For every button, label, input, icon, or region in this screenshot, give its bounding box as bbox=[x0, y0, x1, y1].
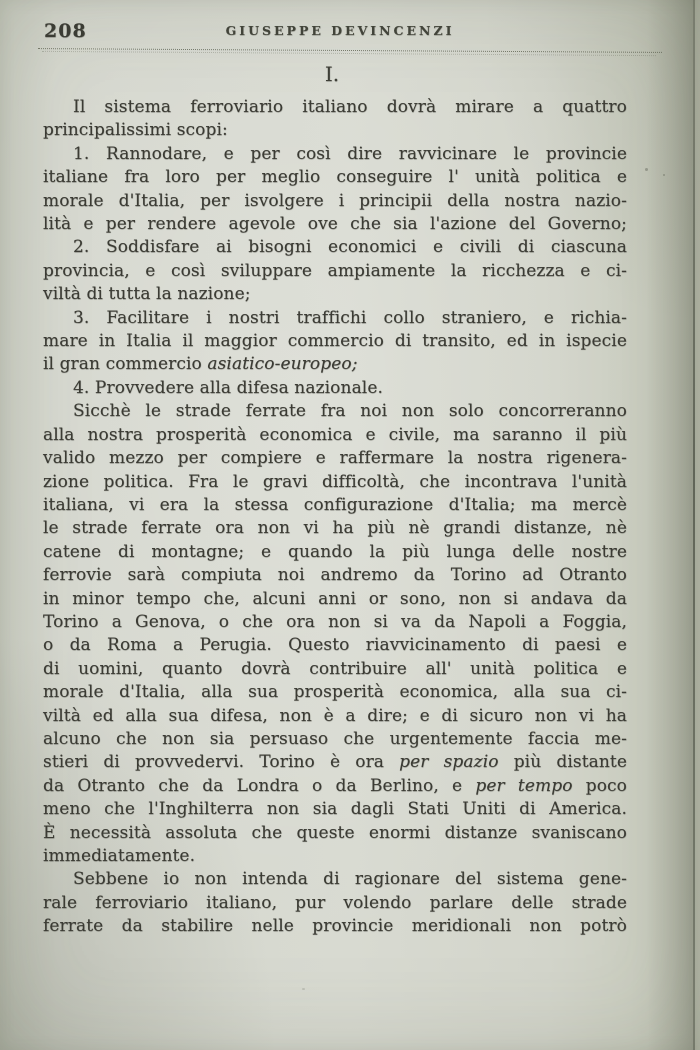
paper-speck bbox=[663, 174, 665, 176]
text-run: alla nostra prosperità economica e civile, ma saranno il più bbox=[43, 424, 627, 445]
text-run: in minor tempo che, alcuni anni or sono, non si andava da bbox=[43, 588, 627, 609]
text-run: provincia, e così sviluppare ampiamente la ricchezza e ci- bbox=[43, 260, 627, 281]
text-line bbox=[43, 330, 627, 353]
text-line bbox=[43, 494, 627, 517]
paragraph bbox=[43, 307, 627, 377]
text-line bbox=[43, 868, 627, 891]
text-run: mare in Italia il maggior commercio di transito, ed in ispecie bbox=[43, 331, 627, 352]
text-line bbox=[43, 119, 627, 142]
text-run: principalissimi scopi: bbox=[43, 120, 228, 141]
text-run: italiana, vi era la stessa configurazione d'Italia; ma mercè bbox=[43, 494, 627, 515]
text-run: alcuno che non sia persuaso che urgentemente faccia me- bbox=[43, 728, 627, 749]
text-line bbox=[43, 634, 627, 657]
text-line bbox=[43, 845, 627, 868]
text-run: viltà di tutta la nazione; bbox=[43, 284, 251, 305]
italic-phrase: asiatico-europeo; bbox=[207, 354, 358, 375]
text-run: meno che l'Inghilterra non sia dagli Stati Uniti di America. bbox=[43, 799, 627, 820]
text-run: viltà ed alla sua difesa, non è a dire; e di sicuro non vi ha bbox=[43, 705, 627, 726]
text-line bbox=[43, 775, 627, 798]
running-header: GIUSEPPE DEVINCENZI bbox=[225, 23, 455, 38]
paragraph bbox=[43, 868, 627, 938]
section-heading: I. bbox=[324, 62, 340, 86]
text-line bbox=[43, 658, 627, 681]
text-line bbox=[43, 798, 627, 821]
paper-speck bbox=[302, 988, 305, 990]
text-line bbox=[43, 213, 627, 236]
text-line bbox=[43, 307, 627, 330]
paragraph bbox=[43, 400, 627, 868]
page-edge-line bbox=[693, 0, 695, 1050]
text-line bbox=[43, 143, 627, 166]
text-run: 1. Rannodare, e per così dire ravvicinare le provincie bbox=[73, 143, 627, 164]
text-run: le strade ferrate ora non vi ha più nè grandi distanze, nè bbox=[43, 518, 627, 539]
text-line bbox=[43, 705, 627, 728]
text-run: Il sistema ferroviario italiano dovrà mirare a quattro bbox=[73, 97, 627, 117]
text-run: morale d'Italia, per isvolgere i principii della nostra nazio- bbox=[43, 190, 627, 211]
text-run: ferrovie sarà compiuta noi andremo da Torino ad Otranto bbox=[43, 565, 627, 586]
paper-speck bbox=[645, 168, 648, 171]
text-run: ferrate da stabilire nelle provincie meridionali non potrò bbox=[43, 916, 627, 937]
text-line bbox=[43, 728, 627, 751]
text-run: zione politica. Fra le gravi difficoltà, che incontrava l'unità bbox=[43, 471, 627, 492]
text-run: rale ferroviario italiano, pur volendo parlare delle strade bbox=[43, 892, 627, 913]
italic-phrase: per spazio bbox=[399, 752, 499, 773]
italic-phrase: per tempo bbox=[475, 775, 573, 796]
text-run: È necessità assoluta che queste enormi distanze svaniscano bbox=[43, 822, 627, 843]
text-run: morale d'Italia, alla sua prosperità economica, alla sua ci- bbox=[43, 682, 627, 703]
text-line bbox=[43, 424, 627, 447]
text-line bbox=[43, 471, 627, 494]
text-line bbox=[43, 681, 627, 704]
text-line bbox=[43, 564, 627, 587]
text-line bbox=[43, 611, 627, 634]
text-line bbox=[43, 377, 627, 400]
text-run: il gran commercio bbox=[43, 354, 208, 375]
text-line bbox=[43, 892, 627, 915]
text-run: o da Roma a Perugia. Questo riavvicinamento di paesi e bbox=[43, 635, 627, 656]
text-line bbox=[43, 822, 627, 845]
text-line bbox=[43, 541, 627, 564]
text-run: più distante bbox=[498, 752, 628, 773]
text-line bbox=[43, 190, 627, 213]
text-line bbox=[43, 353, 627, 376]
text-run: 2. Soddisfare ai bisogni economici e civili di ciascuna bbox=[73, 237, 627, 258]
text-run: 4. Provvedere alla difesa nazionale. bbox=[73, 377, 384, 398]
text-line bbox=[43, 236, 627, 259]
text-run: valido mezzo per compiere e raffermare la nostra rigenera- bbox=[43, 448, 627, 469]
adjacent-page-edge bbox=[695, 0, 700, 1050]
text-run: italiane fra loro per meglio conseguire l' unità politica e bbox=[43, 167, 627, 188]
text-run: immediatamente. bbox=[43, 846, 196, 866]
text-line bbox=[43, 588, 627, 611]
text-line bbox=[43, 517, 627, 540]
paragraph bbox=[43, 236, 627, 306]
text-run: stieri di provvedervi. Torino è ora bbox=[43, 752, 400, 773]
text-run: Sebbene io non intenda di ragionare del sistema gene- bbox=[73, 869, 627, 890]
text-run: lità e per rendere agevole ove che sia l'azione del Governo; bbox=[43, 214, 627, 235]
text-line bbox=[43, 166, 627, 189]
text-line bbox=[43, 283, 627, 306]
text-line bbox=[43, 400, 627, 423]
text-run: Torino a Genova, o che ora non si va da Napoli a Foggia, bbox=[43, 611, 627, 632]
text-run: 3. Facilitare i nostri traffichi collo straniero, e richia- bbox=[73, 307, 627, 328]
text-line bbox=[43, 751, 627, 774]
page-gutter-shadow bbox=[647, 0, 693, 1050]
body-text bbox=[43, 96, 627, 939]
text-run: catene di montagne; e quando la più lunga delle nostre bbox=[43, 541, 627, 562]
text-run: da Otranto che da Londra o da Berlino, e bbox=[43, 775, 476, 796]
text-line bbox=[43, 260, 627, 283]
text-run: poco bbox=[572, 775, 627, 796]
text-run: Sicchè le strade ferrate fra noi non solo concorreranno bbox=[73, 401, 627, 422]
text-line bbox=[43, 96, 627, 119]
text-line bbox=[43, 915, 627, 938]
paragraph bbox=[43, 143, 627, 237]
paragraph bbox=[43, 96, 627, 143]
page-number: 208 bbox=[44, 20, 87, 42]
text-run: di uomini, quanto dovrà contribuire all' unità politica e bbox=[43, 658, 627, 679]
text-line bbox=[43, 447, 627, 470]
paragraph bbox=[43, 377, 627, 400]
